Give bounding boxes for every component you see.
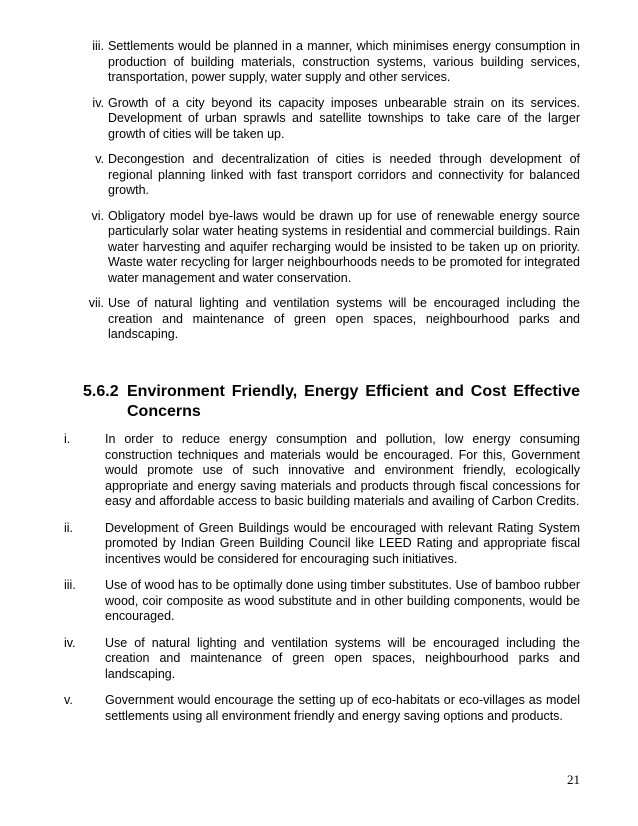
item-text: Use of wood has to be optimally done using timber substitutes. Use of bamboo rubber wood, coir composite as wood substitute and in other building components, would be encouraged. (105, 578, 580, 623)
list-item (80, 152, 580, 199)
item-number: i. (64, 432, 71, 446)
item-text: Development of Green Buildings would be encouraged with relevant Rating System promoted by Indian Green Building Council like LEED Rating and appropriate fiscal incentives would be considered for encouraging such initiatives. (105, 520, 580, 566)
list-item (64, 693, 580, 724)
item-number: iii. (92, 39, 104, 53)
item-text: In order to reduce energy consumption and pollution, low energy consuming construction techniques and materials would be encouraged. For this, Government would promote use of such innovative and environment friendly, ecologically appropriate and energy saving materials and products through fiscal concessions for easy and affordable access to basic building materials and availing of Carbon Credits. (105, 432, 580, 508)
item-number: v. (95, 152, 104, 166)
section-number: 5.6.2 (83, 383, 119, 400)
page-number: 21 (567, 772, 580, 787)
list-item (80, 39, 580, 86)
item-text: Obligatory model bye-laws would be drawn up for use of renewable energy source particularly solar water heating systems in residential and commercial buildings. Rain water harvesting and aquifer recharging would be insisted to be taken up on priority. Waste water recycling for larger neighbourhoods needs to be promoted for integrated water management and water conservation. (108, 208, 580, 285)
item-text: Decongestion and decentralization of cities is needed through development of regional planning linked with fast transport corridors and connectivity for balanced growth. (108, 152, 580, 197)
item-text: Settlements would be planned in a manner, which minimises energy consumption in production of building materials, construction systems, various building services, transportation, power supply, water supply and other services. (108, 39, 580, 84)
list-item (64, 432, 580, 510)
list-item (80, 96, 580, 143)
list-item (64, 521, 580, 568)
item-number: ii. (64, 520, 74, 535)
item-text: Use of natural lighting and ventilation systems will be encouraged including the creation and maintenance of green open spaces, neighbourhood parks and landscaping. (105, 635, 580, 681)
item-text: Growth of a city beyond its capacity imposes unbearable strain on its services. Development of urban sprawls and satellite townships to take care of the larger growth of cities will be taken up. (108, 95, 580, 141)
item-number: iv. (92, 95, 104, 110)
list-item (64, 578, 580, 625)
section-heading (83, 382, 580, 422)
item-number: iv. (64, 635, 76, 650)
lower-list (64, 432, 580, 735)
list-item (80, 296, 580, 343)
item-number: v. (64, 693, 73, 707)
section-title: Environment Friendly, Energy Efficient and Cost Effective Concerns (127, 383, 580, 420)
item-text: Government would encourage the setting up of eco-habitats or eco-villages as model settlements using all environment friendly and energy saving options and products. (105, 693, 580, 723)
item-text: Use of natural lighting and ventilation systems will be encouraged including the creation and maintenance of green open spaces, neighbourhood parks and landscaping. (108, 296, 580, 341)
item-number: vii. (88, 296, 104, 310)
item-number: vi. (91, 208, 104, 223)
list-item (80, 209, 580, 287)
item-number: iii. (64, 578, 76, 592)
upper-list (80, 39, 580, 353)
list-item (64, 636, 580, 683)
